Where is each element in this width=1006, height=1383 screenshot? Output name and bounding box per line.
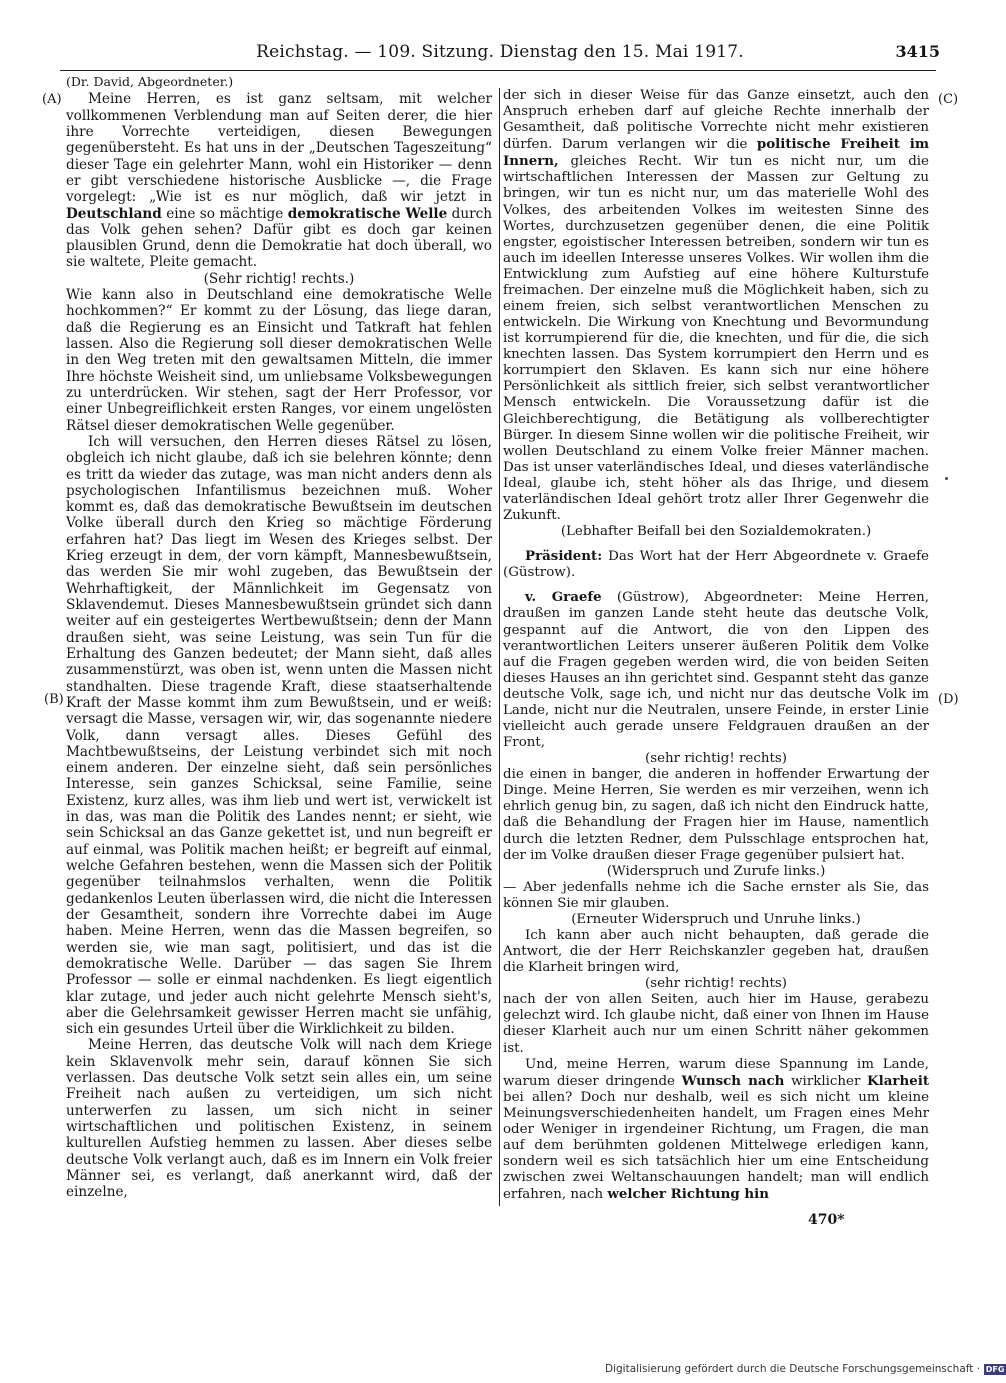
interjection: (Widerspruch und Zurufe links.) [606,863,826,879]
left-paragraph-1: Meine Herren, es ist ganz seltsam, mit welcher vollkommenen Verblendung man auf Seiten derer, die hier ihre Vorrechte verteidigen, diesen Bewegungen gegenübersteht. Es hat uns in der „Deutschen Tageszeitung“ dieser Tage ein gelehrter Mann, wohl ein Historiker — denn er gibt verschiedene historische Ausblicke —, die Frage vorgelegt: „Wie ist es nur möglich, daß wir jetzt in Deutschland eine so mächtige demokratische Welle durch das Volk gehen sehen? Dafür gibt es doch gar keinen plausiblen Grund, denn die Demokratie hat doch überall, wo sie waltete, Pleite gemacht. [66,91,492,271]
right-paragraph-3: die einen in banger, die anderen in hoffender Erwartung der Dinge. Meine Herren, Sie werden es mir verzeihen, wenn ich ehrlich genug bin, zu sagen, daß ich nicht den Eindruck hatte, daß die Behandlung der Fragen hier im Hause, namentlich durch die letzten Redner, dem Pulsschlage entsprochen hat, der im Volke draußen dieser Frage gegenüber pulsiert hat. [503,767,929,863]
dfg-logo: DFG [985,1364,1005,1374]
margin-mark-d: (D) [938,692,959,707]
margin-mark-c: (C) [938,92,959,107]
right-paragraph-5: Ich kann aber auch nicht behaupten, daß gerade die Antwort, die der Herr Reichskanzler gegeben hat, draußen die Klarheit bringen wird, [503,927,929,976]
ink-dot [945,477,948,480]
page-header [60,40,940,70]
graefe-speech-intro: v. Graefe (Güstrow), Abgeordneter: Meine Herren, draußen im ganzen Lande steht heute das deutsche Volk, gespannt auf die Antwort, die von den Lippen des verantwortlichen Leiters unserer äußeren Politik dem Volke auf die Fragen gegeben werden wird, die von beiden Seiten dieses Hauses an ihn gerichtet sind. Gespannt steht das ganze deutsche Volk, sage ich, und nicht nur das deutsche Volk im Lande, nicht nur die Neutralen, unsere Feinde, in erster Linie vielleicht auch gerade unsere Feldgrauen draußen an der Front, [503,589,929,751]
signature-mark: 470* [808,1212,845,1228]
right-column [503,88,929,1203]
interjection: (Erneuter Widerspruch und Unruhe links.) [571,911,861,927]
left-paragraph-2: Wie kann also in Deutschland eine demokratische Welle hochkommen?“ Er kommt zu der Lösung, das liege daran, daß die Regierung es an Einsicht und Tatkraft hat fehlen lassen. Also die Regierung soll dieser demokratischen Welle in den Weg treten mit den gewaltsamen Mitteln, die immer Ihre höchste Weisheit sind, um unliebsame Volksbewegungen zu unterdrücken. Wir stehen, sagt der Herr Professor, vor einer Unbegreiflichkeit ersten Ranges, vor einem ungelösten Rätsel dieser demokratischen Welle gegenüber. [66,287,492,434]
column-separator [499,88,500,1206]
header-title: Reichstag. — 109. Sitzung. Dienstag den 15. Mai 1917. [256,42,744,62]
interjection: (Lebhafter Beifall bei den Sozialdemokraten.) [560,524,872,540]
interjection: (sehr richtig! rechts) [645,976,787,992]
president-statement: Präsident: Das Wort hat der Herr Abgeordnete v. Graefe (Güstrow). [503,548,929,581]
margin-mark-a: (A) [42,92,62,107]
speaker-note: (Dr. David, Abgeordneter.) [66,74,234,89]
left-column [66,74,492,1201]
right-paragraph-1: der sich in dieser Weise für das Ganze einsetzt, auch den Anspruch erheben darf auf gleiche Rechte innerhalb der Gesamtheit, daß politische Vorrechte nicht mehr existieren dürfen. Darum verlangen wir die politische Freiheit im Innern, gleiches Recht. Wir tun es nicht nur, um die wirtschaftlichen Interessen der Massen zur Geltung zu bringen, wir tun es nicht nur, um das materielle Wohl des Volkes, des arbeitenden Volkes im weitesten Sinne des Wortes, durchzusetzen gegenüber denen, die eine Politik engster, egoistischer Interessen betreiben, sondern wir tun es auch im ideellen Interesse unseres Volkes. Wir wollen ihm die Entwicklung zum Aufstieg auf eine höhere Kulturstufe freimachen. Der einzelne muß die Möglichkeit haben, sich zu einem freien, sich selbst verantwortlichen Menschen zu entwickeln. Die Wirkung von Knechtung und Bevormundung ist korrumpierend für die, die knechten, und für die, die sich knechten lassen. Das System korrumpiert den Herrn und es korrumpiert den Sklaven. Es kann sich nur eine höhere Persönlichkeit als sittlich freier, sich selbst verantwortlicher Mensch entwickeln. Die Voraussetzung dafür ist die Gleichberechtigung, die Betätigung als vollberechtigter Bürger. In diesem Sinne wollen wir die politische Freiheit, wir wollen Deutschland zu einem Volke freier Männer machen. Das ist unser vaterländisches Ideal, und dieses vaterländische Ideal, glaube ich, steht höher als das Ihrige, und diesem vaterländischen Ideal gehört trotz aller Ihrer Gegenwehr die Zukunft. [503,88,929,524]
footer-text: Digitalisierung gefördert durch die Deutsche Forschungsgemeinschaft · [605,1363,981,1375]
digitization-footer [605,1363,1005,1377]
right-paragraph-4: — Aber jedenfalls nehme ich die Sache ernster als Sie, das können Sie mir glauben. [503,879,929,911]
margin-mark-b: (B) [44,692,64,707]
interjection: (sehr richtig! rechts) [645,751,787,767]
page-number: 3415 [895,42,940,61]
left-paragraph-4: Meine Herren, das deutsche Volk will nach dem Kriege kein Sklavenvolk mehr sein, darauf können Sie sich verlassen. Das deutsche Volk setzt sein alles ein, um seine Freiheit nach außen zu verteidigen, um sich nicht unterwerfen zu lassen, um sich nicht in seiner wirtschaftlichen und politischen Existenz, in seinem kulturellen Aufstieg hemmen zu lassen. Aber dieses selbe deutsche Volk verlangt auch, daß es im Innern ein Volk freier Männer sei, es verlangt, daß anerkannt wird, daß der einzelne, [66,1037,492,1201]
left-paragraph-3: Ich will versuchen, den Herren dieses Rätsel zu lösen, obgleich ich nicht glaube, daß ich sie belehren könnte; denn es tritt da wieder das zutage, was man nicht anders denn als psychologischen Infantilismus bezeichnen muß. Woher kommt es, daß das demokratische Bewußtsein im deutschen Volke überall durch den Krieg so mächtige Förderung erfahren hat? Das liegt im Wesen des Krieges selbst. Der Krieg erzeugt in dem, der vorn kämpft, Mannesbewußtsein, das werden Sie mir wohl zugeben, das Bewußtsein der Wehrhaftigkeit, der Männlichkeit im Gegensatz von Sklavendemut. Dieses Mannesbewußtsein gründet sich dann weiter auf ein gesteigertes Wertbewußtsein; denn der Mann draußen sieht, was seine Leistung, was sein Tun für die Erhaltung des Ganzen bedeutet; der Mann sieht, daß alles zusammenstürzt, was oben ist, wenn unten die Massen nicht standhalten. Diese tragende Kraft, diese staatserhaltende Kraft der Masse kommt ihm zum Bewußtsein, und er weiß: versagt die Masse, versagen wir, wir, das sogenannte niedere Volk, dann versagt alles. Dieses Gefühl des Machtbewußtseins, der Leistung verbindet sich mit noch einem anderen. Der einzelne sieht, daß sein persönliches Interesse, sein ganzes Schicksal, seine Familie, seine Existenz, kurz alles, was ihm lieb und wert ist, verwickelt ist in das, was man die Politik des Landes nennt; er sieht, wie sein Schicksal an das Ganze gekettet ist, und nun begreift er auf einmal, was Politik machen heißt; er begreift auf einmal, welche Gefahren bestehen, wenn die Massen sich der Politik gegenüber teilnahmslos verhalten, wenn die Politik gedankenlos Leuten überlassen wird, die nicht die Interessen der Gesamtheit, sondern ihre Vorrechte dabei im Auge haben. Meine Herren, wenn das die Massen begreifen, so werden sie, wie man sagt, politisiert, und das ist die demokratische Welle. Darüber — das sagen Sie Ihrem Professor — solle er einmal nachdenken. Es liegt eigentlich klar zutage, und jeder auch nicht gelehrte Mensch sieht's, aber die Gelehrsamkeit gewisser Herren macht sie unfähig, sich ein gesundes Urteil über die Wirklichkeit zu bilden. [66,433,492,1038]
header-rule [60,70,936,71]
right-paragraph-7: Und, meine Herren, warum diese Spannung im Lande, warum dieser dringende Wunsch nach wirklicher Klarheit bei allen? Doch nur deshalb, weil es sich nicht um kleine Meinungsverschiedenheiten handelt, um Fragen eines Mehr oder Weniger in irgendeiner Richtung, um Fragen, die man auf dem berühmten goldenen Mittelwege erledigen kann, sondern weil es sich tatsächlich hier um eine Entscheidung zwischen zwei Weltanschauungen handelt; man will endlich erfahren, nach welcher Richtung hin [503,1056,929,1203]
interjection: (Sehr richtig! rechts.) [203,270,355,287]
right-paragraph-6: nach der von allen Seiten, auch hier im Hause, gerabezu gelechzt wird. Ich glaube nicht, daß einer von Ihnen im Hause dieser Klarheit auch nur um einen Schritt näher gekommen ist. [503,992,929,1056]
